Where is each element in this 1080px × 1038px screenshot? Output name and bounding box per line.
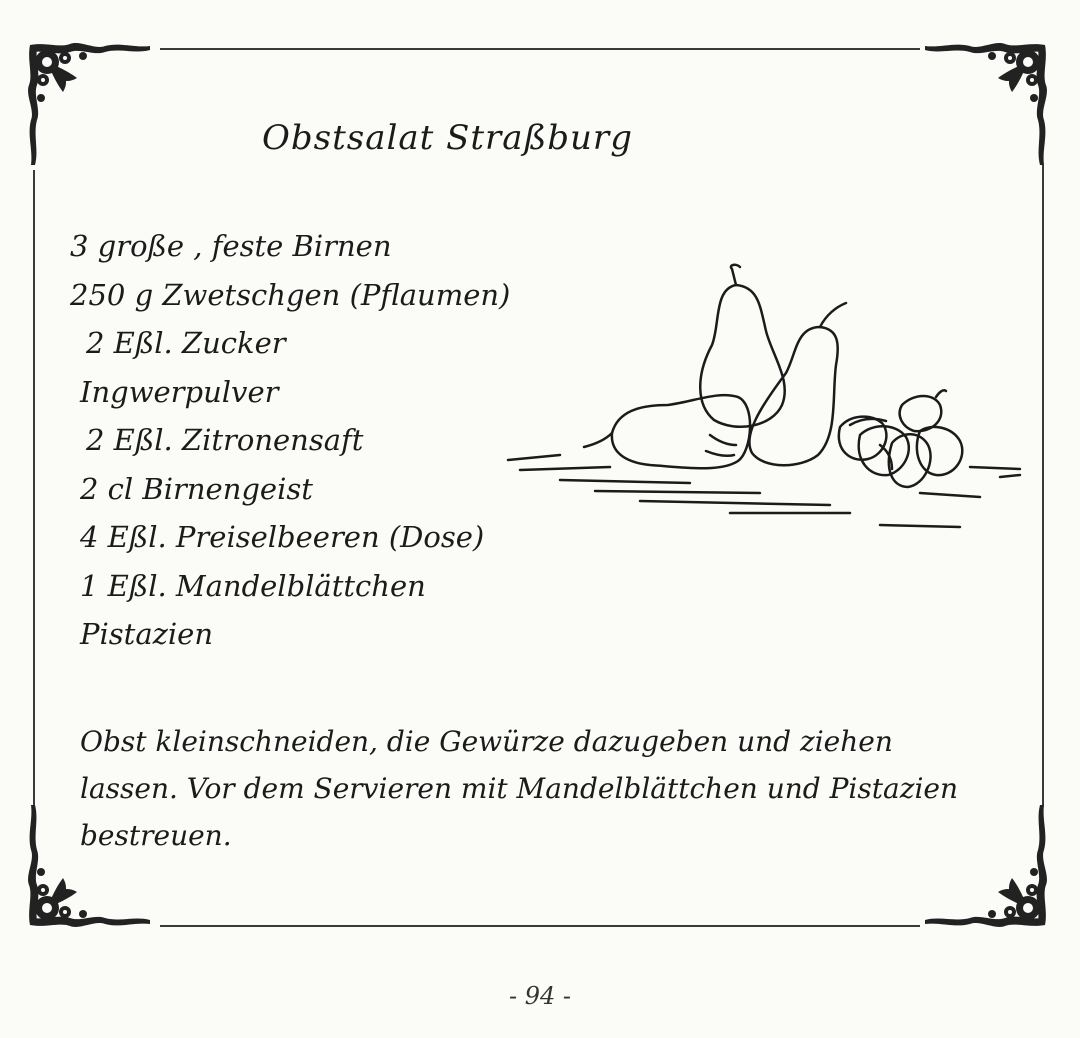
ingredient-item: 4 Eßl. Preiselbeeren (Dose) [80, 520, 485, 554]
pears-and-plums-illustration-icon [500, 255, 1040, 535]
ingredient-item: 2 Eßl. Zucker [86, 326, 286, 360]
ingredient-item: 1 Eßl. Mandelblättchen [80, 568, 426, 603]
frame-left-line [33, 170, 35, 810]
recipe-instructions: Obst kleinschneiden, die Gewürze dazugeben und ziehen lassen. Vor dem Servieren mit Mandelblättchen und Pistazien bestreuen. [80, 725, 959, 852]
frame-bottom-line [160, 925, 920, 927]
frame-top-line [160, 48, 920, 50]
recipe-title: Obstsalat Straßburg [262, 118, 633, 158]
ingredient-item: 2 cl Birnengeist [80, 471, 313, 506]
ingredient-item: Pistazien [80, 617, 214, 651]
ingredient-item: 3 große , feste Birnen [70, 229, 392, 263]
ingredient-item: 2 Eßl. Zitronensaft [86, 423, 364, 457]
frame-right-line [1042, 165, 1044, 805]
page-number: - 94 - [508, 982, 571, 1010]
corner-ornament-top-right-icon [920, 40, 1050, 170]
ingredient-item: 250 g Zwetschgen (Pflaumen) [70, 277, 511, 312]
corner-ornament-top-left-icon [25, 40, 155, 170]
ingredient-item: Ingwerpulver [80, 374, 279, 409]
ingredient-list [70, 222, 510, 659]
